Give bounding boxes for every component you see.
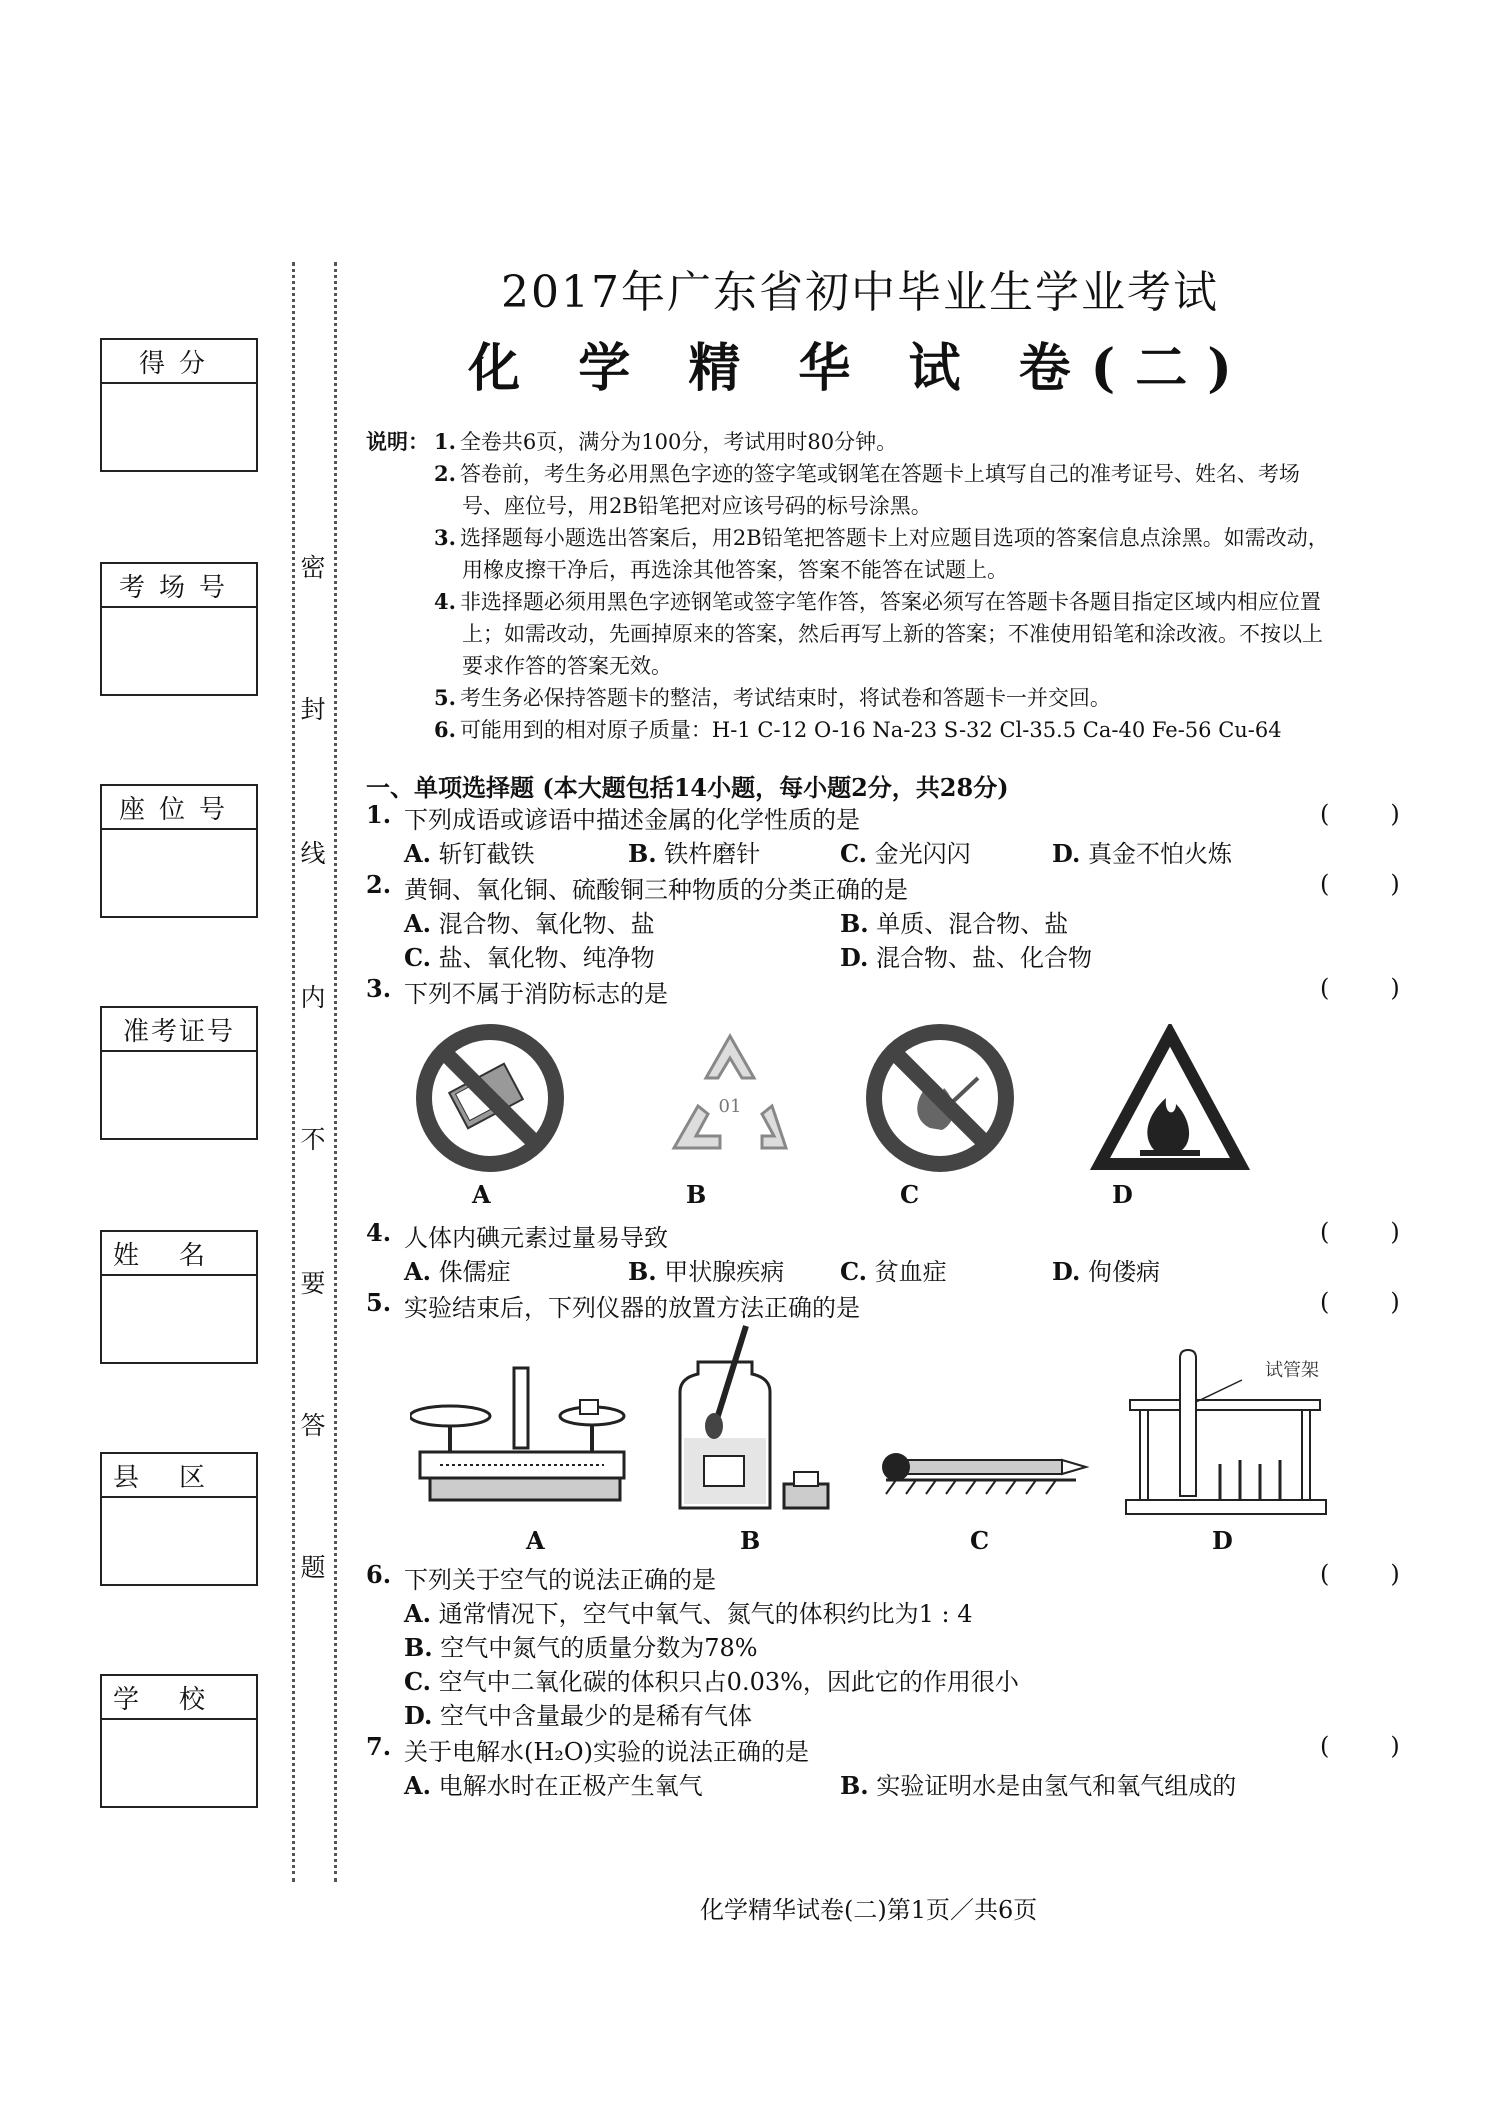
seal-line-right — [334, 262, 337, 1882]
option-letter: B. — [628, 1257, 657, 1286]
alcohol-lamp-match-icon — [876, 1440, 1096, 1520]
note-text-cont: 号、座位号，用2B铅笔把对应该号码的标号涂黑。 — [462, 494, 932, 518]
question-number: 3. — [366, 974, 392, 1003]
question-text: 下列关于空气的说法正确的是 — [404, 1566, 716, 1594]
note-text: 选择题每小题选出答案后，用2B铅笔把答题卡上对应题目选项的答案信息点涂黑。如需改动， — [459, 526, 1329, 550]
question-number: 7. — [366, 1732, 392, 1761]
option-letter: D. — [404, 1701, 433, 1730]
question-number: 1. — [366, 800, 392, 829]
note-text-cont: 用橡皮擦干净后，再选涂其他答案，答案不能答在试题上。 — [462, 558, 1008, 582]
question-number: 5. — [366, 1288, 392, 1317]
county-box — [100, 1452, 258, 1586]
instructions-label: 说明： — [366, 429, 429, 454]
option-letter: D. — [840, 943, 869, 972]
seal-char: 内 — [300, 983, 326, 1012]
name-box-header: 姓名 — [102, 1232, 256, 1276]
question-number: 4. — [366, 1218, 392, 1247]
seat-box-header: 座位号 — [102, 786, 256, 830]
question-number: 2. — [366, 870, 392, 899]
option: B. 甲状腺疾病 — [628, 1257, 785, 1286]
option-letter: B. — [840, 1771, 869, 1800]
reagent-bottle-icon — [660, 1322, 840, 1522]
admission-box-header: 准考证号 — [102, 1008, 256, 1052]
question-text: 关于电解水(H₂O)实验的说法正确的是 — [404, 1738, 809, 1766]
exam-title: 2017年广东省初中毕业生学业考试 — [501, 267, 1219, 318]
section-title: 一、单项选择题 (本大题包括14小题，每小题2分，共28分) — [366, 773, 1009, 802]
question-text: 人体内碘元素过量易导致 — [404, 1224, 668, 1252]
option-letter: D. — [1052, 1257, 1081, 1286]
option-letter: C. — [404, 1667, 432, 1696]
seal-char: 线 — [300, 839, 326, 868]
answer-blank[interactable]: ( ) — [1320, 800, 1400, 828]
option-letter: A. — [404, 1599, 431, 1628]
option-letter: B. — [840, 909, 869, 938]
seal-char: 密 — [300, 553, 326, 582]
option-letter: A. — [404, 839, 431, 868]
option-letter: D. — [1052, 839, 1081, 868]
option: C. 贫血症 — [840, 1257, 947, 1286]
option-letter: C. — [840, 1257, 868, 1286]
answer-blank[interactable]: ( ) — [1320, 974, 1400, 1002]
option-letter: A. — [404, 1771, 431, 1800]
seal-line-left — [292, 262, 295, 1882]
figure-label: A — [526, 1526, 545, 1555]
question-text: 黄铜、氧化铜、硫酸铜三种物质的分类正确的是 — [404, 876, 908, 904]
note-number: 2. — [434, 461, 456, 486]
test-tube-rack-icon — [1120, 1346, 1340, 1526]
option-letter: B. — [404, 1633, 433, 1662]
note-number: 1. — [434, 429, 456, 454]
admission-box — [100, 1006, 258, 1140]
option: D. 真金不怕火炼 — [1052, 839, 1232, 868]
option-letter: A. — [404, 1257, 431, 1286]
question-text: 实验结束后，下列仪器的放置方法正确的是 — [404, 1294, 860, 1322]
note-text: 非选择题必须用黑色字迹钢笔或签字笔作答，答案必须写在答题卡各题目指定区域内相应位置 — [459, 590, 1321, 614]
note-number: 6. — [434, 717, 456, 742]
school-box — [100, 1674, 258, 1808]
option: B. 铁杵磨针 — [628, 839, 761, 868]
recycle-code: 01 — [718, 1096, 742, 1117]
figure-label: D — [1212, 1526, 1233, 1555]
score-box — [100, 338, 258, 472]
option: C. 金光闪闪 — [840, 839, 971, 868]
no-matches-sign-icon — [410, 1018, 570, 1178]
option: A. 通常情况下，空气中氧气、氮气的体积约比为1 : 4 — [404, 1599, 973, 1628]
question-text: 下列成语或谚语中描述金属的化学性质的是 — [404, 806, 860, 834]
answer-blank[interactable]: ( ) — [1320, 1732, 1400, 1760]
note-text-cont: 上；如需改动，先画掉原来的答案，然后再写上新的答案；不准使用铅笔和涂改液。不按以上 — [462, 622, 1323, 646]
figure-label: A — [472, 1180, 491, 1209]
exam-room-box-header: 考场号 — [102, 564, 256, 608]
figure-label: C — [970, 1526, 990, 1555]
no-fire-sign-icon — [860, 1018, 1020, 1178]
option-letter: C. — [404, 943, 432, 972]
note-text: 全卷共6页，满分为100分，考试用时80分钟。 — [459, 430, 898, 454]
exam-room-box — [100, 562, 258, 696]
note-text: 可能用到的相对原子质量：H-1 C-12 O-16 Na-23 S-32 Cl-35.5 Ca-40 Fe-56 Cu-64 — [459, 718, 1282, 742]
seat-box — [100, 784, 258, 918]
answer-blank[interactable]: ( ) — [1320, 1560, 1400, 1588]
score-box-header: 得分 — [102, 340, 256, 384]
figure-label: B — [686, 1180, 707, 1209]
test-tube-rack-label: 试管架 — [1265, 1360, 1319, 1381]
option: D. 空气中含量最少的是稀有气体 — [404, 1701, 752, 1730]
option: C. 空气中二氧化碳的体积只占0.03%，因此它的作用很小 — [404, 1667, 1019, 1696]
seal-char: 封 — [300, 695, 326, 724]
name-box — [100, 1230, 258, 1364]
option: B. 空气中氮气的质量分数为78% — [404, 1633, 758, 1662]
paper-title: 化 学 精 华 试 卷(二) — [468, 338, 1252, 399]
answer-blank[interactable]: ( ) — [1320, 1218, 1400, 1246]
figure-label: B — [740, 1526, 761, 1555]
option: B. 单质、混合物、盐 — [840, 909, 1069, 938]
option-letter: B. — [628, 839, 657, 868]
page-footer: 化学精华试卷(二)第1页／共6页 — [700, 1896, 1038, 1924]
option: A. 侏儒症 — [404, 1257, 511, 1286]
seal-char: 题 — [300, 1553, 326, 1582]
answer-blank[interactable]: ( ) — [1320, 870, 1400, 898]
figure-label: D — [1112, 1180, 1133, 1209]
option: A. 斩钉截铁 — [404, 839, 535, 868]
option-letter: C. — [840, 839, 868, 868]
note-number: 4. — [434, 589, 456, 614]
seal-char: 答 — [300, 1411, 326, 1440]
county-box-header: 县区 — [102, 1454, 256, 1498]
note-number: 5. — [434, 685, 456, 710]
option: D. 混合物、盐、化合物 — [840, 943, 1092, 972]
option-letter: A. — [404, 909, 431, 938]
balance-scale-icon — [410, 1352, 630, 1522]
answer-blank[interactable]: ( ) — [1320, 1288, 1400, 1316]
recycle-sign-icon — [650, 1018, 810, 1178]
note-number: 3. — [434, 525, 456, 550]
note-text: 考生务必保持答题卡的整洁，考试结束时，将试卷和答题卡一并交回。 — [459, 686, 1111, 710]
option: D. 佝偻病 — [1052, 1257, 1160, 1286]
seal-char: 不 — [300, 1125, 326, 1154]
flammable-warning-icon — [1090, 1024, 1250, 1174]
option: A. 混合物、氧化物、盐 — [404, 909, 655, 938]
option: A. 电解水时在正极产生氧气 — [404, 1771, 703, 1800]
question-text: 下列不属于消防标志的是 — [404, 980, 668, 1008]
note-text-cont: 要求作答的答案无效。 — [462, 654, 672, 678]
option: C. 盐、氧化物、纯净物 — [404, 943, 655, 972]
question-number: 6. — [366, 1560, 392, 1589]
seal-char: 要 — [300, 1269, 326, 1298]
figure-label: C — [900, 1180, 920, 1209]
school-box-header: 学校 — [102, 1676, 256, 1720]
option: B. 实验证明水是由氢气和氧气组成的 — [840, 1771, 1237, 1800]
note-text: 答卷前，考生务必用黑色字迹的签字笔或钢笔在答题卡上填写自己的准考证号、姓名、考场 — [459, 462, 1300, 486]
